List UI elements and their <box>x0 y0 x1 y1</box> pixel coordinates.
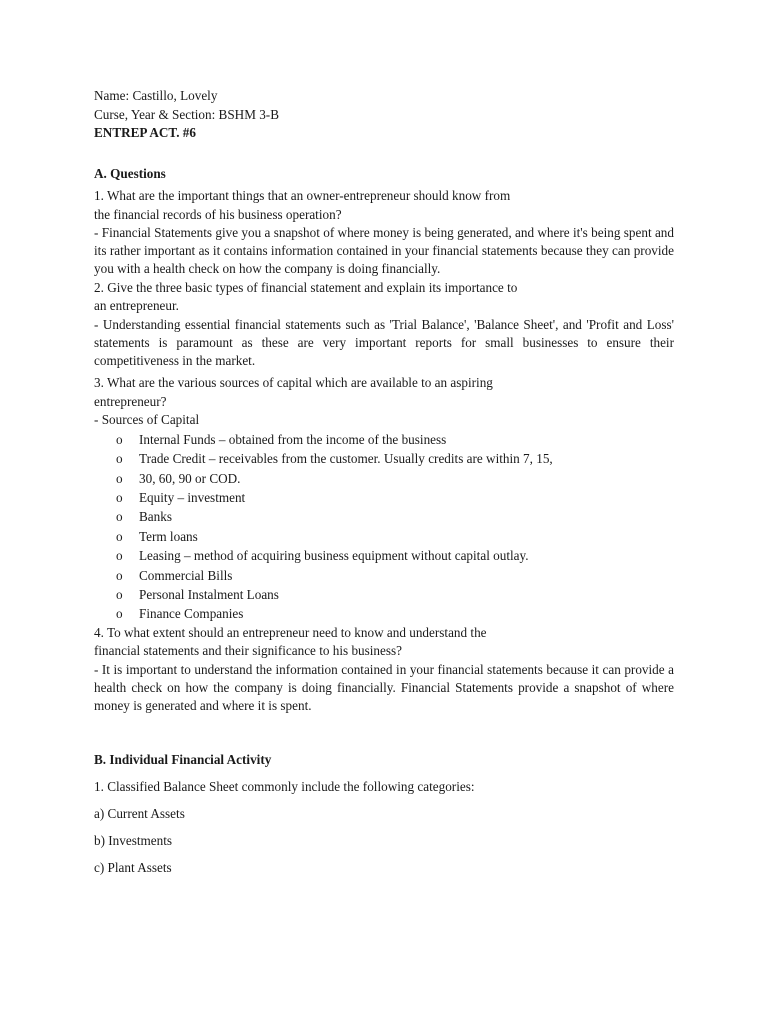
question-4-line-2: financial statements and their significance to his business? <box>94 643 402 659</box>
section-a <box>94 165 674 716</box>
question-1 <box>94 187 674 279</box>
sources-list <box>94 430 674 624</box>
student-name: Name: Castillo, Lovely <box>94 88 218 103</box>
question-1-line-2: the financial records of his business operation? <box>94 206 342 222</box>
question-2 <box>94 279 674 371</box>
question-3 <box>94 374 674 624</box>
bullet-icon: o <box>116 451 123 467</box>
bullet-icon: o <box>116 509 123 525</box>
bullet-icon: o <box>116 548 123 564</box>
bullet-icon: o <box>116 586 123 602</box>
bullet-icon: o <box>116 489 123 505</box>
list-item: o Internal Funds – obtained from the income of the business <box>116 430 674 449</box>
category-item: c) Plant Assets <box>94 860 172 876</box>
question-1-answer: - Financial Statements give you a snapshot of where money is being generated, and where it's being spent and its rather important as it contains information contained in your financial statements because they can provide you with a health check on how the company is doing financially. <box>94 225 674 277</box>
list-item: o Personal Instalment Loans <box>116 585 674 604</box>
list-item: o Term loans <box>116 527 674 546</box>
list-item: o Trade Credit – receivables from the customer. Usually credits are within 7, 15, <box>116 449 674 468</box>
section-a-title: A. Questions <box>94 165 166 181</box>
question-4-answer: - It is important to understand the information contained in your financial statements because it can provide a health check on how the company is doing financially. Financial Statements provide a snapshot of where money is generated and where it is spent. <box>94 661 674 714</box>
list-item: o 30, 60, 90 or COD. <box>116 469 674 488</box>
bullet-icon: o <box>116 528 123 544</box>
section-b <box>94 751 674 877</box>
section-b-intro: 1. Classified Balance Sheet commonly include the following categories: <box>94 779 475 795</box>
section-b-title: B. Individual Financial Activity <box>94 752 272 768</box>
activity-title: ENTREP ACT. #6 <box>94 125 196 140</box>
list-item: o Equity – investment <box>116 488 674 507</box>
category-item: b) Investments <box>94 833 173 849</box>
sources-label: - Sources of Capital <box>94 412 200 428</box>
list-item: o Banks <box>116 507 674 526</box>
bullet-icon: o <box>116 567 123 583</box>
category-item: a) Current Assets <box>94 806 185 822</box>
question-2-line-1: 2. Give the three basic types of financial statement and explain its importance to <box>94 279 518 295</box>
question-4-line-1: 4. To what extent should an entrepreneur need to know and understand the <box>94 624 487 640</box>
header-block <box>94 87 674 143</box>
question-1-line-1: 1. What are the important things that an owner-entrepreneur should know from <box>94 188 511 203</box>
question-3-line-1: 3. What are the various sources of capital which are available to an aspiring <box>94 375 493 391</box>
bullet-icon: o <box>116 431 123 447</box>
question-3-line-2: entrepreneur? <box>94 393 167 409</box>
course-section: Curse, Year & Section: BSHM 3-B <box>94 106 279 122</box>
question-2-answer: - Understanding essential financial statements such as 'Trial Balance', 'Balance Sheet', and 'Profit and Loss' statements is paramount as these are very important reports for small businesses to ensure their competitiveness in the market. <box>94 316 674 369</box>
list-item: o Leasing – method of acquiring business equipment without capital outlay. <box>116 546 674 565</box>
bullet-icon: o <box>116 606 123 622</box>
list-item: o Commercial Bills <box>116 566 674 585</box>
question-2-line-2: an entrepreneur. <box>94 298 179 314</box>
question-4 <box>94 624 674 716</box>
list-item: o Finance Companies <box>116 604 674 623</box>
bullet-icon: o <box>116 470 123 486</box>
